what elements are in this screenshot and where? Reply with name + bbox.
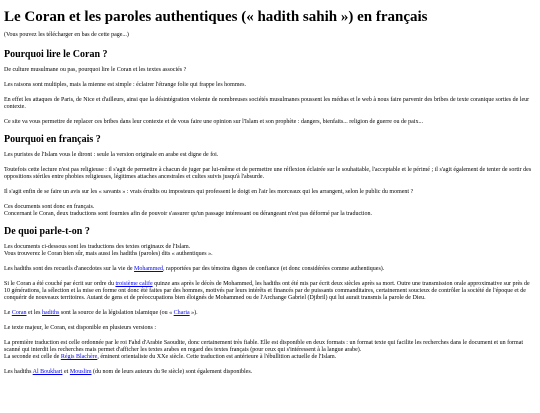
link-mohammed[interactable]: Mohammed (134, 266, 164, 272)
text: La seconde est celle de (4, 354, 61, 360)
section-heading-what-about: De quoi parle-t-on ? (4, 226, 90, 237)
section-heading-why-read: Pourquoi lire le Coran ? (4, 49, 108, 60)
paragraph: Les puristes de l'Islam vous le diront : seule la version originale en arabe est digne de foi. (4, 152, 219, 158)
text: Les hadiths sont des recueils d'anecdotes sur la vie de (4, 266, 135, 272)
paragraph: Les raisons sont multiples, mais la mienne est simple : éclairer l'étrange folie qui frappe les hommes. (4, 82, 247, 88)
paragraph: Ce site va vous permettre de replacer ces bribes dans leur contexte et de vous faire une opinion sur l'Islam et son prophète : dangers, bienfaits... religion de guerre ou de paix... (4, 119, 423, 125)
text: Les documents ci-dessous sont les traductions des textes originaux de l'Islam. (4, 244, 191, 250)
paragraph: En effet les attaques de Paris, de Nice et d'ailleurs, ainsi que la désintégration violente de nombreuses sociétés musulmanes poussent les médias et le web à nous faire parvenir des bribes de texte coranique sorties de leur contexte. (4, 97, 530, 110)
download-note: (Vous pouvez les télécharger en bas de cette page...) (4, 32, 129, 38)
paragraph (4, 244, 536, 258)
paragraph (4, 369, 536, 376)
section-heading-why-french: Pourquoi en français ? (4, 134, 101, 145)
page-title: Le Coran et les paroles authentiques (« hadith sahih ») en français (4, 9, 428, 25)
paragraph: Toutefois cette lecture n'est pas religieuse : il s'agit de permettre à chacun de juger par lui-même et de permettre une réflexion éclairée sur le souhaitable, l'acceptable et le périmé ; il s'agit également de tenter de sortir des oppositions stériles entre phobies religieuses, légitimes attaches ancestrales et cultes suivis jusqu'à l'absurde. (4, 167, 532, 180)
paragraph (4, 340, 536, 361)
text: »). (189, 310, 198, 316)
text: , éminent orientaliste du XXe siècle. Cette traduction est antérieure à l'ébullition actuelle de l'Islam. (97, 354, 337, 360)
paragraph: Il s'agit enfin de se faire un avis sur les « savants » : vrais érudits ou imposteurs qui professent le doigt en l'air les morceaux qui les arrangent, selon le public du moment ? (4, 189, 414, 195)
text: Ces documents sont donc en français. (4, 204, 95, 210)
paragraph: De culture musulmane ou pas, pourquoi lire le Coran et les textes associés ? (4, 67, 187, 73)
link-regis-blachere[interactable]: Régis Blachère (60, 354, 98, 360)
text: (du nom de leurs auteurs du 9e siècle) sont également disponibles. (91, 369, 253, 375)
paragraph (4, 204, 536, 218)
link-charia[interactable]: Charia (173, 310, 190, 316)
text: Le (4, 310, 12, 316)
link-coran[interactable]: Coran (11, 310, 27, 316)
text: et les (26, 310, 42, 316)
text: et (62, 369, 70, 375)
paragraph: Le texte majeur, le Coran, est disponible en plusieurs versions : (4, 325, 157, 331)
paragraph (4, 310, 536, 317)
page (0, 8, 540, 376)
text: La première traduction est celle ordonnée par le roi Fahd d'Arabie Saoudite, donc certainement très fiable. Elle est disponible en deux formats : un format texte qui facilite les recherches dans le document et un format scanné qui interdit les recherches mais permet d'afficher les textes arabes en regard des textes français (pour ceux qui s'intéressent à la langue arabe). (4, 340, 524, 353)
text: , rapportées par des témoins dignes de confiance (et donc considérées comme authentiques). (163, 266, 385, 272)
text: Concernant le Coran, deux traductions sont fournies afin de pouvoir s'assurer qu'un passage intéressant ou dérangeant n'est pas déformé par la traduction. (4, 211, 372, 217)
link-troisieme-calife[interactable]: troisième calife (115, 281, 153, 287)
link-mouslim[interactable]: Mouslim (69, 369, 92, 375)
text: quinze ans après le décès de Mohammed, les hadiths ont été mis par écrit deux siècles après sa mort. Outre une transmission orale approximative sur près de 10 générations, la sélection et la mise en forme ont donc été faites par des hommes, motivés par leurs intérêts et financés par de puissants commanditaires, certainement soucieux de contrôler la société de l'époque et de conquérir de nouveaux territoires. Autant de gens et de préoccupations bien éloignés de Mohammed ou de l'Archange Gabriel (Djibril) qui lui aurait transmis la parole de Dieu. (4, 281, 530, 301)
text: Si le Coran a été couché par écrit sur ordre du (4, 281, 116, 287)
paragraph (4, 266, 536, 273)
paragraph (4, 281, 536, 302)
text: Vous trouverez le Coran bien sûr, mais aussi les hadiths (paroles) dits « authentiques ». (4, 251, 213, 257)
text: sont la source de la législation islamique (ou « (59, 310, 174, 316)
link-hadiths[interactable]: hadiths (42, 310, 60, 316)
link-al-boukhari[interactable]: Al Boukhari (32, 369, 63, 375)
text: Les hadiths (4, 369, 33, 375)
